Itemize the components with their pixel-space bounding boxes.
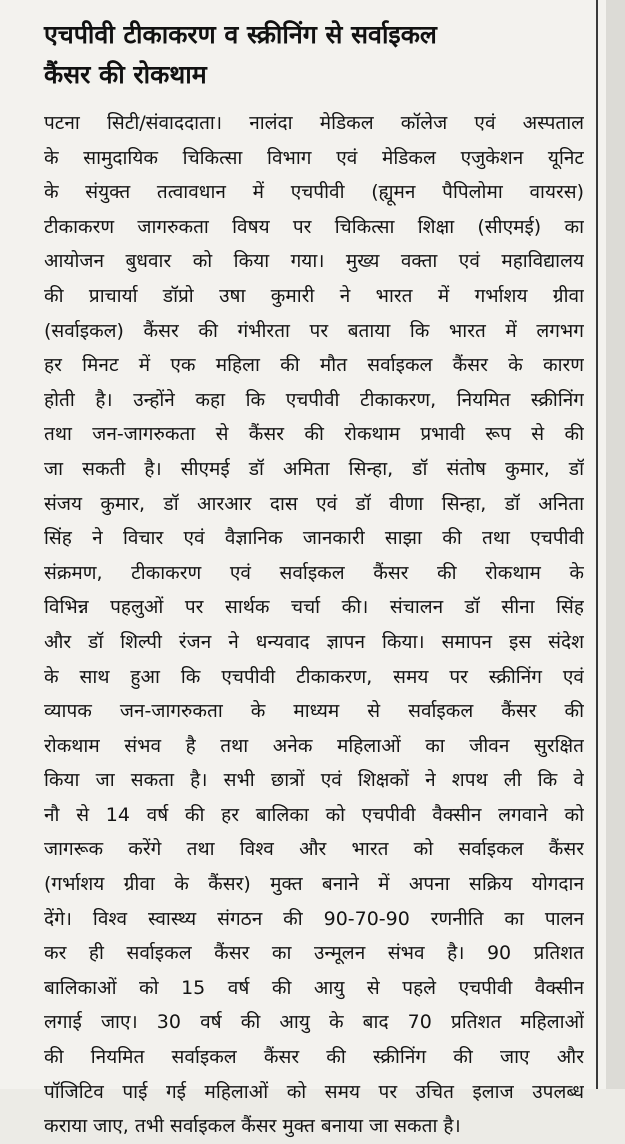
page-margin [606, 0, 625, 1089]
column-rule [596, 0, 598, 1089]
article-body [44, 106, 584, 1144]
body-line: तथा जन-जागरुकता से कैंसर की रोकथाम प्रभावी रूप से की [44, 423, 584, 446]
body-line: संजय कुमार, डॉ आरआर दास एवं डॉ वीणा सिन्हा, डॉ अनिता [44, 492, 584, 515]
body-line: (सर्वाइकल) कैंसर की गंभीरता पर बताया कि भारत में लगभग [44, 319, 584, 342]
body-line: नौ से 14 वर्ष की हर बालिका को एचपीवी वैक्सीन लगवाने को [44, 803, 584, 826]
headline-line-1: एचपीवी टीकाकरण व स्क्रीनिंग से सर्वाइकल [44, 20, 437, 49]
body-line: (गर्भाशय ग्रीवा के कैंसर) मुक्त बनाने में अपना सक्रिय योगदान [44, 873, 584, 896]
body-line: रोकथाम संभव है तथा अनेक महिलाओं का जीवन सुरक्षित [44, 734, 584, 757]
body-line: संक्रमण, टीकाकरण एवं सर्वाइकल कैंसर की रोकथाम के [44, 561, 584, 584]
body-line: सिंह ने विचार एवं वैज्ञानिक जानकारी साझा की तथा एचपीवी [44, 527, 584, 550]
body-line: किया जा सकता है। सभी छात्रों एवं शिक्षकों ने शपथ ली कि वे [44, 769, 584, 792]
body-line: के साथ हुआ कि एचपीवी टीकाकरण, समय पर स्क्रीनिंग एवं [44, 665, 584, 688]
body-line: पॉजिटिव पाई गई महिलाओं को समय पर उचित इलाज उपलब्ध [44, 1080, 584, 1103]
body-line: विभिन्न पहलुओं पर सार्थक चर्चा की। संचालन डॉ सीना सिंह [44, 596, 584, 619]
body-line: कर ही सर्वाइकल कैंसर का उन्मूलन संभव है। 90 प्रतिशत [44, 942, 584, 965]
body-line: हर मिनट में एक महिला की मौत सर्वाइकल कैंसर के कारण [44, 354, 584, 377]
body-line: की प्राचार्या डॉप्रो उषा कुमारी ने भारत में गर्भाशय ग्रीवा [44, 284, 584, 307]
body-line: आयोजन बुधवार को किया गया। मुख्य वक्ता एवं महाविद्यालय [44, 250, 584, 273]
body-line-last: कराया जाए, तभी सर्वाइकल कैंसर मुक्त बनाया जा सकता है। [44, 1115, 461, 1138]
body-line: के संयुक्त तत्वावधान में एचपीवी (ह्यूमन पैपिलोमा वायरस) [44, 181, 584, 204]
body-line: जागरूक करेंगे तथा विश्व और भारत को सर्वाइकल कैंसर [44, 838, 584, 861]
body-line: जा सकती है। सीएमई डॉ अमिता सिन्हा, डॉ संतोष कुमार, डॉ [44, 457, 584, 480]
headline-line-2: कैंसर की रोकथाम [44, 60, 207, 89]
body-line: के सामुदायिक चिकित्सा विभाग एवं मेडिकल एजुकेशन यूनिट [44, 146, 584, 169]
body-line: देंगे। विश्व स्वास्थ्य संगठन की 90-70-90 रणनीति का पालन [44, 907, 584, 930]
body-line: लगाई जाए। 30 वर्ष की आयु के बाद 70 प्रतिशत महिलाओं [44, 1011, 584, 1034]
body-line: होती है। उन्होंने कहा कि एचपीवी टीकाकरण, नियमित स्क्रीनिंग [44, 388, 584, 411]
body-line: व्यापक जन-जागरुकता के माध्यम से सर्वाइकल कैंसर की [44, 700, 584, 723]
body-line: और डॉ शिल्पी रंजन ने धन्यवाद ज्ञापन किया। समापन इस संदेश [44, 630, 584, 653]
body-line: पटना सिटी/संवाददाता। नालंदा मेडिकल कॉलेज एवं अस्पताल [44, 112, 584, 134]
body-line: की नियमित सर्वाइकल कैंसर की स्क्रीनिंग की जाए और [44, 1046, 584, 1069]
article-headline [44, 15, 584, 95]
body-line: टीकाकरण जागरुकता विषय पर चिकित्सा शिक्षा (सीएमई) का [44, 215, 584, 238]
body-line: बालिकाओं को 15 वर्ष की आयु से पहले एचपीवी वैक्सीन [44, 976, 584, 999]
